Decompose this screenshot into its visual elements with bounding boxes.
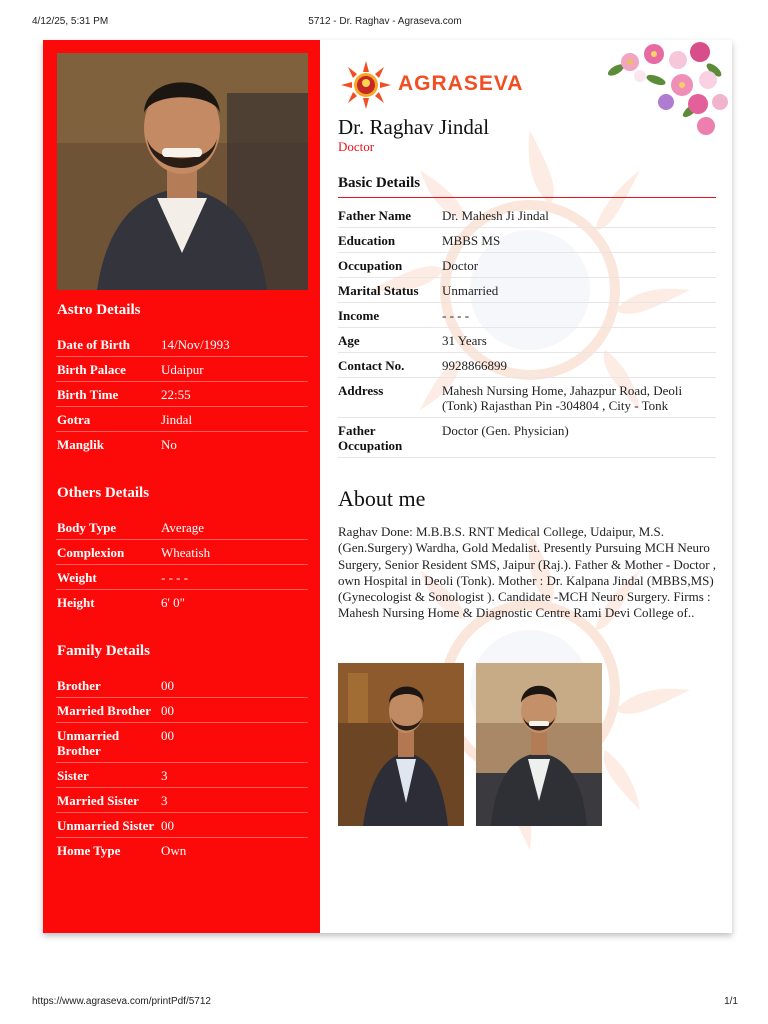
basic-label: Occupation	[338, 258, 403, 273]
brand-logo	[340, 60, 560, 110]
astro-row-birth-palace	[56, 357, 308, 382]
others-details-table	[56, 515, 308, 614]
astro-details-table	[56, 332, 308, 456]
astro-value: Jindal	[161, 412, 193, 427]
profile-photo	[57, 53, 308, 290]
family-label: Home Type	[57, 843, 121, 858]
astro-row-birth-time	[56, 382, 308, 407]
basic-value: Dr. Mahesh Ji Jindal	[442, 208, 549, 223]
profile-name: Dr. Raghav Jindal	[338, 115, 490, 139]
basic-label: Father Name	[338, 208, 412, 223]
astro-row-date-of-birth	[56, 332, 308, 357]
others-value: Average	[161, 520, 205, 535]
main-content	[320, 40, 732, 933]
family-details-title: Family Details	[57, 643, 150, 659]
others-value: - - - -	[161, 570, 189, 585]
family-row-married-brother	[56, 698, 308, 723]
basic-value: 9928866899	[442, 358, 507, 373]
sidebar	[43, 40, 320, 933]
basic-label: Father Occupation	[338, 423, 403, 453]
print-page-number: 1/1	[724, 996, 738, 1007]
astro-row-gotra	[56, 407, 308, 432]
brand-logo-text: AGRASEVA	[398, 72, 524, 95]
print-url: https://www.agraseva.com/printPdf/5712	[32, 996, 211, 1007]
others-label: Weight	[57, 570, 97, 585]
family-label: Unmarried Brother	[57, 728, 120, 758]
family-row-married-sister	[56, 788, 308, 813]
gallery-photo	[338, 663, 464, 826]
others-row-complexion	[56, 540, 308, 565]
family-label: Married Sister	[57, 793, 139, 808]
about-me-title: About me	[338, 486, 426, 511]
basic-row-father-occupation	[338, 418, 716, 458]
others-label: Complexion	[57, 545, 125, 560]
family-value: 00	[161, 678, 174, 693]
family-row-home-type	[56, 838, 308, 862]
astro-value: 22:55	[161, 387, 191, 402]
basic-details-table	[338, 203, 716, 458]
astro-label: Birth Time	[57, 387, 119, 402]
basic-row-age	[338, 328, 716, 353]
others-label: Height	[57, 595, 95, 610]
basic-label: Income	[338, 308, 380, 323]
basic-row-marital-status	[338, 278, 716, 303]
basic-row-address	[338, 378, 716, 418]
basic-row-father-name	[338, 203, 716, 228]
astro-value: Udaipur	[161, 362, 204, 377]
basic-details-title: Basic Details	[338, 175, 421, 191]
others-label: Body Type	[57, 520, 117, 535]
sun-logo-icon	[340, 60, 392, 110]
print-title: 5712 - Dr. Raghav - Agraseva.com	[308, 16, 462, 27]
family-value: 00	[161, 728, 174, 743]
family-row-unmarried-sister	[56, 813, 308, 838]
family-row-unmarried-brother	[56, 723, 308, 763]
basic-value: Doctor	[442, 258, 479, 273]
about-me-text: Raghav Done: M.B.B.S. RNT Medical College, Udaipur, M.S. (Gen.Surgery) Wardha, Gold Medalist. Presently Pursuing MCH Neuro Surgery, Senior Resident SMS, Jaipur (Raj.). Father & Mother - Doctor , own Hospital in Deoli (Tonk). Mother : Dr. Kalpana Jindal (MBBS,MS) (Gynecologist & Sonologist ). Candidate -MCH Neuro Surgery. Firms : Mahesh Nursing Home & Diagnostic Centre Rami Devi College of..	[338, 524, 717, 621]
basic-value: Mahesh Nursing Home, Jahazpur Road, Deoli (Tonk) Rajasthan Pin -304804 , City - Tonk	[442, 383, 683, 413]
family-label: Unmarried Sister	[57, 818, 155, 833]
family-label: Sister	[57, 768, 89, 783]
astro-label: Gotra	[57, 412, 91, 427]
family-row-brother	[56, 673, 308, 698]
basic-row-occupation	[338, 253, 716, 278]
print-footer	[32, 996, 738, 1010]
family-value: 3	[161, 768, 168, 783]
basic-details-divider	[338, 197, 716, 198]
profile-card	[43, 40, 732, 933]
family-row-sister	[56, 763, 308, 788]
family-value: Own	[161, 843, 187, 858]
astro-details-title: Astro Details	[57, 302, 141, 318]
astro-label: Manglik	[57, 437, 104, 452]
family-label: Brother	[57, 678, 101, 693]
astro-label: Date of Birth	[57, 337, 130, 352]
basic-row-education	[338, 228, 716, 253]
print-header	[32, 16, 738, 30]
astro-row-manglik	[56, 432, 308, 456]
basic-value: Doctor (Gen. Physician)	[442, 423, 569, 438]
basic-label: Address	[338, 383, 384, 398]
print-datetime: 4/12/25, 5:31 PM	[32, 16, 109, 27]
astro-value: No	[161, 437, 177, 452]
basic-label: Age	[338, 333, 360, 348]
basic-label: Education	[338, 233, 396, 248]
family-details-table	[56, 673, 308, 862]
basic-row-contact-no	[338, 353, 716, 378]
others-row-height	[56, 590, 308, 614]
basic-label: Contact No.	[338, 358, 405, 373]
basic-value: Unmarried	[442, 283, 499, 298]
family-value: 3	[161, 793, 168, 808]
family-value: 00	[161, 703, 174, 718]
basic-label: Marital Status	[338, 283, 419, 298]
others-details-title: Others Details	[57, 485, 150, 501]
family-label: Married Brother	[57, 703, 151, 718]
gallery-photo	[476, 663, 602, 826]
profile-profession: Doctor	[338, 139, 375, 154]
basic-value: MBBS MS	[442, 233, 501, 248]
basic-value: 31 Years	[442, 333, 487, 348]
basic-value: - - - -	[442, 308, 470, 323]
others-row-weight	[56, 565, 308, 590]
others-value: Wheatish	[161, 545, 211, 560]
astro-label: Birth Palace	[57, 362, 126, 377]
others-value: 6' 0"	[161, 595, 185, 610]
others-row-body-type	[56, 515, 308, 540]
basic-row-income	[338, 303, 716, 328]
family-value: 00	[161, 818, 174, 833]
astro-value: 14/Nov/1993	[161, 337, 230, 352]
flower-decoration-icon	[596, 40, 732, 136]
